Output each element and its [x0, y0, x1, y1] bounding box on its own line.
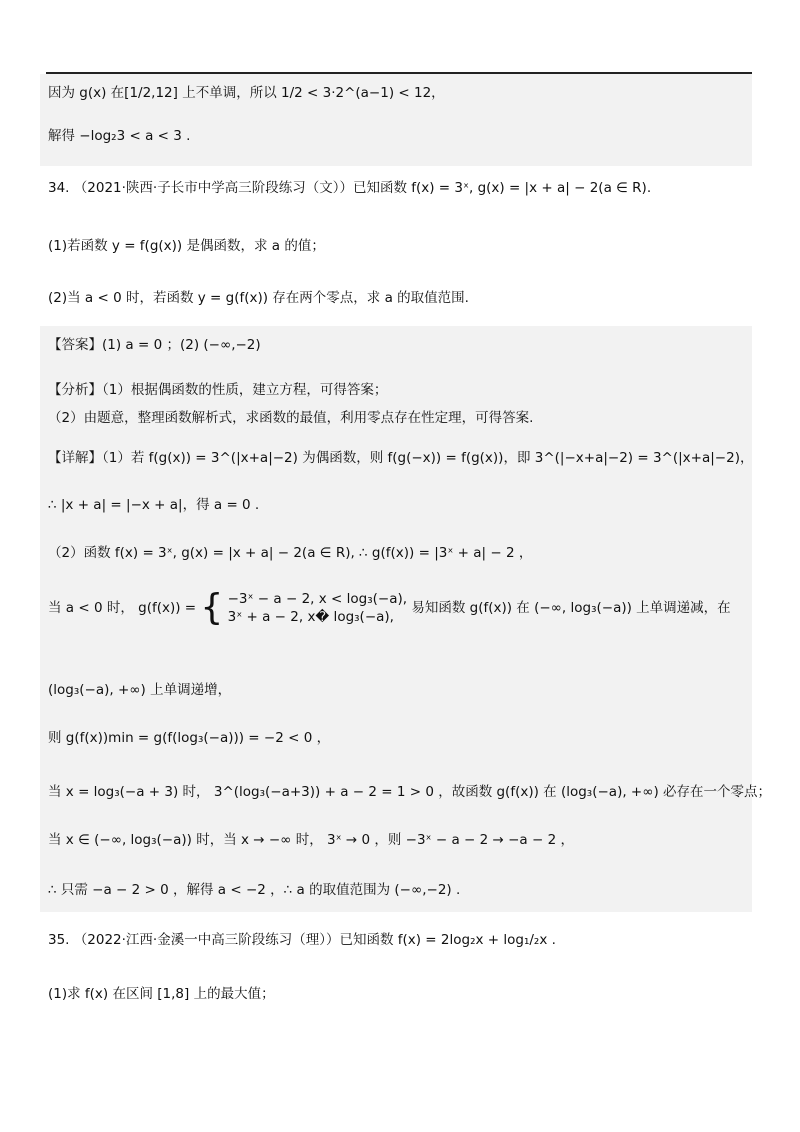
- question-34-part-1: (1)若函数 y = f(g(x)) 是偶函数，求 a 的值；: [48, 238, 325, 254]
- detail-line-6: 则 g(f(x))min = g(f(log₃(−a))) = −2 < 0 ，: [48, 730, 331, 746]
- detail-line-7: 当 x = log₃(−a + 3) 时， 3^(log₃(−a+3)) + a − 2 = 1 > 0 ，故函数 g(f(x)) 在 (log₃(−a), +∞) 必存在一个零点；: [48, 784, 772, 800]
- detail-line-5: (log₃(−a), +∞) 上单调递增，: [48, 682, 232, 698]
- line-monotonic: 因为 g(x) 在[1/2,12] 上不单调，所以 1/2 < 3·2^(a−1) < 12，: [48, 85, 445, 101]
- detail-line-8: 当 x ∈ (−∞, log₃(−a)) 时，当 x → −∞ 时， 3ˣ → 0 ，则 −3ˣ − a − 2 → −a − 2 ，: [48, 832, 574, 848]
- answer-line: 【答案】(1) a = 0 ；(2) (−∞,−2): [48, 337, 261, 353]
- detail-line-9: ∴ 只需 −a − 2 > 0 ，解得 a < −2 ，∴ a 的取值范围为 (−∞,−2) .: [48, 882, 461, 898]
- question-35-stem: 35. （2022·江西·金溪一中高三阶段练习（理））已知函数 f(x) = 2log₂x + log₁/₂x .: [48, 932, 556, 948]
- question-34-part-2: (2)当 a < 0 时，若函数 y = g(f(x)) 存在两个零点，求 a 的取值范围.: [48, 290, 469, 306]
- detail-line-3: （2）函数 f(x) = 3ˣ, g(x) = |x + a| − 2(a ∈ R), ∴ g(f(x)) = |3ˣ + a| − 2 ，: [48, 545, 533, 561]
- question-34-stem: 34. （2021·陕西·子长市中学高三阶段练习（文））已知函数 f(x) = 3ˣ, g(x) = |x + a| − 2(a ∈ R).: [48, 180, 652, 196]
- piecewise-lhs: g(f(x)) =: [138, 600, 197, 616]
- piecewise-case-1: −3ˣ − a − 2, x < log₃(−a),: [227, 591, 408, 607]
- piecewise-case-2: 3ˣ + a − 2, x� log₃(−a),: [227, 609, 394, 625]
- analysis-line-2: （2）由题意，整理函数解析式，求函数的最值，利用零点存在性定理，可得答案.: [48, 410, 534, 426]
- piecewise-suffix: 易知函数 g(f(x)) 在 (−∞, log₃(−a)) 上单调递减，在: [411, 600, 731, 616]
- question-35-part-1: (1)求 f(x) 在区间 [1,8] 上的最大值；: [48, 986, 275, 1002]
- line-solve-a: 解得 −log₂3 < a < 3 .: [48, 128, 191, 144]
- piecewise-line: [48, 587, 752, 628]
- analysis-line-1: 【分析】（1）根据偶函数的性质，建立方程，可得答案；: [48, 382, 388, 398]
- piecewise-cases: [228, 590, 407, 626]
- detail-line-2: ∴ |x + a| = |−x + a|，得 a = 0 .: [48, 497, 260, 513]
- piecewise-brace: {: [200, 587, 224, 628]
- detail-line-1: 【详解】（1）若 f(g(x)) = 3^(|x+a|−2) 为偶函数，则 f(g(−x)) = f(g(x))，即 3^(|−x+a|−2) = 3^(|x+a|−2)，: [48, 450, 754, 466]
- piecewise-prefix: 当 a < 0 时，: [48, 600, 134, 616]
